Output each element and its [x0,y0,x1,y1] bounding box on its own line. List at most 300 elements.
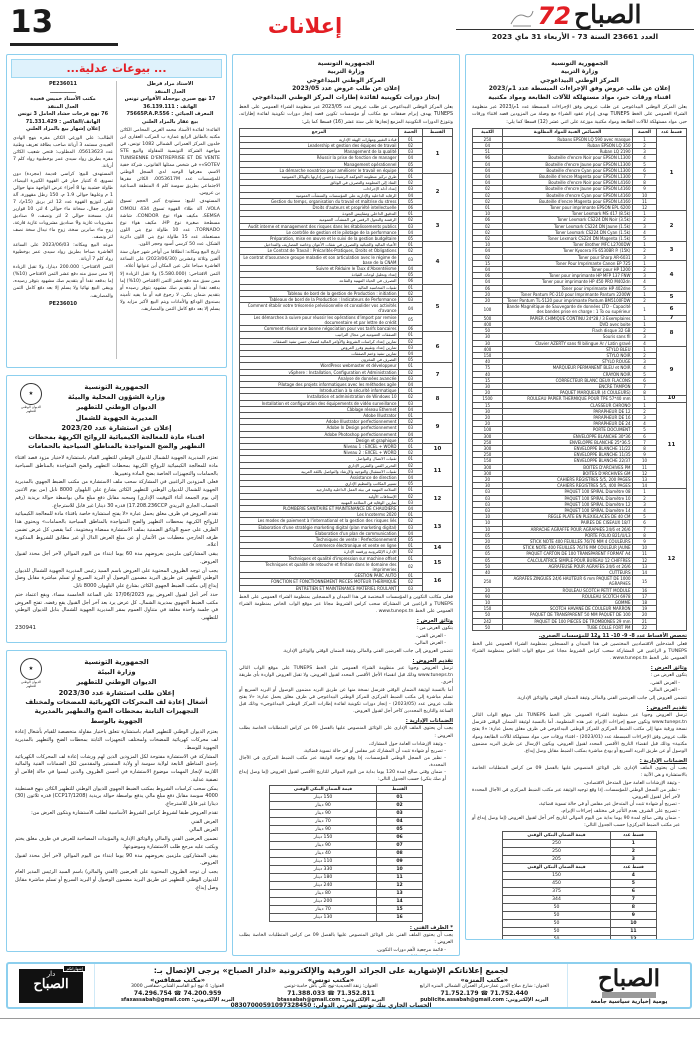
table-row: 14 CAHIERS REGISTRES 5/5, 400 PAGES 30 [473,483,687,489]
text-block: يجب أن يحتوي الملف الإداري على الوثائق المنصوص عليها بالفصل 09 من كراس المتطلبات الخاصة بالاستشارة و هي الآتية : [472,765,687,778]
left-column [6,54,227,956]
text-block [239,954,453,956]
table-row: 02 Le Contrat de Travail : Précarités-Pratiques, Droits et Obligations [240,248,453,254]
table-row: 12 240 دينار [269,881,422,889]
onas-consultation-ad-2023-30 [6,650,227,952]
right-intro: يعلن المركز الوطني البيداغوجي عن طلب عروض وفق الإجراءات المبسطة عدد 1م/2023 عبر منظومة الشراء العمومي على الخط TUNEPS بهدف إبرام عقود الشراء مع وصلة من المزودين قصد اقتناء ورقات حبر، مواد مستهلكة للآلات الطابعة ومواد مكتبية موزعة على اثني عشر (12) قسطا كما يلي: [472,105,688,125]
table-row: 04 Suivre et Réduire le Taux d'Absentéisme [240,266,453,272]
table-row: 7 Bouteille d'encre Magenta pour EPSON L1300 04 [473,174,687,180]
table-row: 10 50 [503,920,657,928]
table-row: 09 110 دينار [269,857,422,865]
text-block: يبقى المشاركون ملزمين بعروضهم مدة 60 يوما ابتداء من اليوم الموالي لآخر أجل محدد لقبول العروض. [15,551,219,565]
table-row: 1 250 [503,840,657,848]
table-row: 02 vSphere : Installation, Configuration et Administration [240,369,453,375]
table-row: 05 Préparation, mise en œuvre et le suivi de la gestion budgétaire [240,236,453,242]
table-row: 11 BOITES D'ARCHIVES PM 300 [473,464,687,470]
onas-emblem-icon: ٭ [20,658,42,680]
table-row: 2 Flash disque 32 GB 50 [473,328,687,334]
table-row: 15 70 دينار [269,905,422,913]
section-heading: تقديم العروض : [412,658,453,665]
column-header: الخصائص الفنية للمواد المطلوبة [503,128,633,136]
table-row: 2 01 طرق تركيز منظومة الحوكمة الرشيدة وحسن إدارتها بالهياكل العمومية [240,174,453,180]
table-row: 13 80 دينار [269,889,422,897]
table-row: 6 375 [503,888,657,896]
text-block: تقدم العروض طبقا لشروط كراس الشروط الأساسية لطلب الاستشارة ويتكون العرض من: [31,809,218,816]
text-block: الفائدة: لفائدة الأستاذ محمد الغربي المحامي الكائن مكتبه بالطابق الرابع عمارة ب المركب العقاري ابن خلدون المركز العمراني الشمالي 1082 تونس، في مواجهة الشركة التونسية للمقاولة والبيع STE TUNISIENNE D'ENTREPRISE ET DE VENTE «SOTEV» في شخص ممثلها القانوني، شركة خفية الاسم، معرفها الوحيد لدى السجل الوطني للمؤسسات عدد 0053617M، الكائن مقرها الاجتماعي بطريق سوسة كلم 4 المنطقة الصناعية بن عروس. [120,128,221,197]
table-row: 04 Adobe Photoshop perfectionnement [240,431,453,437]
text-block: فعلى مكاتب التكوين و المؤسسات المختصة في هذا الميدان و المسجلين بمنظومة الشراء العمومي على الخط TUNEPS و الراغبين في المشاركة سحب كراس الشروط مجانا عبر موقع الواب الخاص بمنظومة الشراء العمومي على الخط www.tuneps.tn . [239,594,453,614]
column-header: القسط [423,128,453,136]
onas-emblem-icon: ٭ [20,383,42,405]
text-line: إعلان طلب استشارة عدد 2023/30 [58,688,175,697]
content-columns [6,54,694,956]
table-row: 6 Bouteille d'encre Cyan pour EPSON L1300 04 [473,167,687,173]
table-row: 2 Ruban EPSON LQ 350 04 [473,143,687,149]
table-row: 14 CUTTEURS 40 [473,570,687,576]
table-row: 05 Management opérationnel [240,161,453,167]
table-row: 11 180 دينار [269,873,422,881]
edition-line: العدد 23661 السنة 73 - الأربعاء 31 ماي 2023 [456,29,694,41]
table-row: 10 STICK NOTE 400 FEUILLES 76/76 MM COULEUR JAUNE 05 [473,545,687,551]
text-block: الثمن الافتتاحي: (5.580.000) ولا تقبل الزيادة إلا ممن سبق منه دفع عشر الثمن الافتتاحي (10%) إما بدفعه نقدا أو بتقديم صك مشهود بتوفر رصيده أو بتقديم ضمان بنكي، لا رجوع فيه أو ما يفيد تأمينه بصندوق الودائع والأمانات ويتم البيع لأكبر مزايد ولا يسلم إلا بعد دفع كامل الثمن والمصاريف. [120,271,221,313]
table-row: 3 01 التدقيق الداخلي ومقاييس الجودة [240,211,453,217]
table-row: 04 70 دينار [269,817,422,825]
table-row: 4 Toner pour imprimante HP 450 PRO M402dn 04 [473,279,687,285]
table-row: 13 CAHIERS REGISTRES 5/5, 200 PAGES 20 [473,476,687,482]
column-header: قيمة الضمان البنكي الوقتي [503,864,611,872]
dar-assabah-ribbon: إشهاراتكم [63,965,86,972]
section-heading: * الظرف الفني : [409,924,453,931]
table-row: 8 ENVELOPPE BLANCHE 11/22 300 [473,445,687,451]
onas-logo: ٭ الديوان الوطني للتطهير [19,383,43,414]
text-block: - العرض المالي، [414,641,446,647]
text-line: أشغال إعادة لف المحركات الكهربائية للمضخات ولمختلف [25,697,208,706]
mid-guarantee-table [239,785,453,922]
text-block: - وثيقة الإرشادات العامة حول المشارك، [368,741,446,747]
right-sections-1 [472,641,687,829]
table-row: 1 01 قيادة التغيير ومهارات الهيئة الإدارية [240,136,453,142]
table-row: 2 1 Toner Lexmark MS 417 (8.5k) 10 [473,211,687,217]
supplies-tender-ad-1m-2023 [465,54,694,940]
table-row: 04 Elaboration d'un plan de communication [240,530,453,536]
table-row: 10 1 ROULEAU PAPIER THERMIQUE POUR TPE 57*40 mm 1500 [473,396,687,402]
page-number: 13 [10,4,118,46]
text-line: إعلان عن طلب عروض وفق الإجراءات المبسطة عدد 1م/2023 [488,85,671,93]
table-row: 05 Design et graphique [240,437,453,443]
table-row: 11 50 [503,928,657,936]
section-heading: الضمانات الإدارية : [405,718,453,725]
table-row: 03 Le contrat d'assurance groupe maladie et son articulation avec le régime de base de la CNAM [240,254,453,265]
guarantee-table [502,831,657,940]
onas1-title-lines [15,433,218,452]
table-row: 04 PLOMBERIE SANITAIRE ET MAINTENANCE DE CHAUDIERE [240,505,453,511]
text-block: تتضمن العروض إلى جانب العرضين الفني والمالي وثيقة الضمان الوقتي والوثائق الإدارية. [282,649,453,655]
table-row: 02 النفاذ إلى المعلومة والتصرف في الوثائق [240,180,453,186]
table-row: 04 Le contrôle de gestion et le pilotage de la performance [240,229,453,235]
table-row: 3 PARAPHEUR DE 16 20 [473,414,687,420]
judicial-sales-title: ... بيوعات عدلية... [11,59,222,78]
table-row: 4 MARQUEUR PERMANENT BLEU et NOIR 75 [473,365,687,371]
table-row: 9 STICK NOTE 400 FEUILLES 76/76 MM 4 COULEURS 20 [473,539,687,545]
onas2-body [15,729,218,892]
text-block: أما بالنسبة لوثيقة الضمان الوقتي فترسل نسخة منها عن طريق البريد مضمون الوصول أو البريد السريع أو تسلم مباشرة إلى مكتب الضبط المركزي للمركز الوطني البيداغوجي في ظرف مغلق يحمل عبارة: «لا يفتح طلب عروض عدد (2023/05) - إنجاز دورات تكوينية لفائدة إطارات المركز الوطني البيداغوجي» وذلك قبل الساعة والتاريخ المحددين كآخر أجل لقبول العروض. [239,688,453,715]
table-row: 06 Comment réussir une bonne négociation pour vos tarifs bancaires [240,326,453,332]
column-header: المرجع [240,128,399,136]
text-block: بيع عقار بالمزاد العلني [141,118,199,125]
table-row: 13 01 Les Incoterms 2020 [240,512,453,518]
table-row: 02 الرقمنة والتحول الرقمي في المنشآت العمومية [240,217,453,223]
right-column [465,54,694,956]
column-header: الحصة [399,128,423,136]
table-row: 7 ARRACHE AGRAFFE POUR AGRAPHES 24/6 et 26/6 10 [473,526,687,532]
newspaper-logo: الصباح [573,0,642,29]
section-title: إعلانات [267,14,343,38]
table-row: 5 CRAYON NOIR 40 [473,371,687,377]
table-row: 05 Techniques de vente : Perfectionnement [240,537,453,543]
text-block: فعلى المتدخلين الاقتصاديين المختصين في هذا الميدان و المسجلين بمنظومة الشراء العمومي على الخط TUNEPS و الراغبين في المشاركة سحب كراس الشروط مجانا عبر موقع الواب الخاص بمنظومة الشراء العمومي على الخط www.tuneps.tn . [472,642,687,662]
text-block: المستهدف للبيع: مستودع كبير الحجم تسوق VOLA، آلة طلاء القهوة تسوق CIMOLI 434 SEMSA، مكيف هواء نوع CONDOR، شاشة مسطحة صغيرة نوع HP، مكيف هواء نوع TORNADO، عدد 10 طاولة نوع بني اللون مستعملة، عدد 15 طاولة نوع بني اللون دائرية الشكل، عدد 50 كرسي أسود وحجر اللون. [120,199,221,247]
mid-sections-2 [239,925,453,956]
column-header: قسط عدد [610,832,656,840]
table-row: 2 STYLO NOIR 150 [473,352,687,358]
table-row: 06 La démarche novatrice pour améliorer le travail en équipe [240,167,453,173]
office-sfax: «مكتب صفاقس» العنوان: 4 نهج ابو القاسم الشابي-صفاقس 3000 74.296.754 ☎ 74.200.959 البريد الإلكتروني: sfaxassabah@gmail.com [101,976,254,1003]
table-row: 4 PARAPHEUR DE 24 20 [473,421,687,427]
table-row: 6 01 الصفقات العمومية في مجال التراتيب [240,332,453,338]
table-row: 4 150 [503,872,657,880]
table-row: 03 ENTRETIEN ET MAINTENANCE MATERIEL ROULANT [240,585,453,591]
text-block: يتكون العرض من : [416,625,453,631]
table-row: 3 PAQUET 100 SPIRAL Diamètre 12 03 [473,501,687,507]
text-block: الأستاذ مراد قرطل [146,81,194,87]
column-header: قسط عدد [657,128,687,136]
text-block: يجب أن توجه الظروف المحتوية على العرضين (الفني والمالي) باسم السيد الرئيس المدير العام للديوان الوطني للتطهير عن طريق البريد مضمون الوصول أو البريد السريع أو تسلم مباشرة مقابل وصل إيداع. [15,869,218,891]
office-email: البريد الإلكتروني: sfaxassabah@gmail.com [120,996,235,1003]
office-phones: 74.296.754 ☎ 74.200.959 [133,989,222,997]
table-row: 02 Leadership et gestion des équipes de travail [240,143,453,149]
table-row: 10 Bouteille d'encre Cyan pour EPSON L4160 02 [473,192,687,198]
table-row: 03 90 دينار [269,809,422,817]
onas-logo: ٭ الديوان الوطني للتطهير [19,658,43,689]
training-lots-table [239,128,453,592]
text-block: يمكن سحب كراسات الشروط بمكتب الضبط الجهوي للديوان الوطني للتطهير الكائن بنهج قسنطينة 4000 سوسة مقابل دفع مبلغ مالي يدفع بواسطة حوالة بريدية (CCP17/1208) قدره ثلاثون (30) دينارا غير قابل للاسترجاع. [15,785,218,808]
table-row: 2 Toner Lexmark CS224 DN Noir (3.5k) 06 [473,217,687,223]
table-row: 4 PAQUET 100 SPIRAL Diamètre 14 03 [473,507,687,513]
text-block: - نظير من السجل الوطني للمؤسسات، إذا وقع توجيه الوثيقة عبر مكتب الضبط المركزي في الآجال المحددة، [239,755,446,768]
text-line: الجهوية بالوسط [90,716,143,725]
section-heading: الضمانات الإدارية : [639,757,687,764]
table-row: 14 200 دينار [269,897,422,905]
table-row: 21 PAQUET DE 100 PIECES DE TROMBONES 29 mm 242 [473,618,687,624]
table-row: 3 Ruban LQ 2190 51 [473,149,687,155]
column-header: قسط عدد [610,864,656,872]
table-row: 03 إعداد أدلة الإجراءات [240,186,453,192]
text-line: التطهير والضخ المتواجدة بالمناطق السياحية بالحمامات [28,442,205,451]
table-row: 05 Gestion du temps, organisation du travail et maîtrise du stress [240,198,453,204]
text-block: - ضمان وقتي صالح لمدة 90 يوما بداية من اليوم الموالي لتاريخ آخر أجل لقبول العروض (إما وصل إيداع أو عبر مكتب الضبط المركزي) حسب الجدول التالي: [472,815,680,829]
table-row: 05 تسيير المكاتب والتنظيم الإداري [240,481,453,487]
masthead [456,2,694,41]
table-row: 3 Toner Lexmark CS224 DN Jaune (1.5k) 02 [473,223,687,229]
table-row: 4 01 الأعباء المالية والجبائية والتصرف في نفقات الأعوان وخاصة المصاريف والمداخيل [240,242,453,248]
table-row: 02 FONCTION ET FONCTIONNEMENT PIECES MOTEUR THERMIQUE [240,579,453,585]
table-row: 05 التصرف في المخزون [240,357,453,363]
table-row: 2 Toner pour HP 1200 04 [473,267,687,273]
table-row: 5 1 Toner Pantum PC-210 pour Imprimante Pantum 2200W 20 [473,291,687,297]
table-row: 12 BOITES D'ARCHIVES GM 300 [473,470,687,476]
text-block: ـــــــــــــــ [50,88,76,95]
text-block: العرض المالي [189,827,218,834]
table-row: 05 Les démarches à suivre pour réussir les opérations d'import par remise documentaire et par lettre de crédit [240,314,453,325]
table-row: 9 50 [503,912,657,920]
table-row: 02 الإسعافات الأولية [240,493,453,499]
table-row: 04 تمارين تنفيذ وختم الصفقات [240,350,453,356]
onas1-org-lines [15,382,218,433]
judicial-sales-body [7,81,226,359]
onas2-title-lines [15,698,218,727]
supplies-lots-table [472,128,687,631]
text-block: - قائمة مرجعية لأهم دورات التكوين، [376,947,446,953]
onas1-body [15,455,218,623]
masthead-sketch-icon [509,8,535,28]
table-row: 7 344 [503,896,657,904]
text-line: الجمهورية التونسية [317,60,375,67]
table-row: 08 40 دينار [269,849,422,857]
table-row: 03 تقنيات الاستقبال والتوجيه والإرشاد والتواصل باللغة العربية [240,468,453,474]
right-guarantee-table [472,831,687,940]
text-block: المستهدف للبيع: كراسي قديمة (مجردة) دون تسويغ، 4 كنتيار حبار في القهوة الكبيرة البيضاء، طاولة خشبية بها 8 أجزاء عرض الواجهة منها حوالي 1 م وعلوها حوالي 1.9 م، 150 رطل مقهورة، آلة تلفي لتوزيع القهوة عدد 12 لتر بريق (15م)، 7 قوارير جفال، سخانة ماء حوالي 4 لتر، 10 قوارير غاز، مسخنة حوالي 2 لتر ونصف، 9 صناديق مشروبات غازية و9 صناديق مشروبات غازية فارغة، زوج ماء صابرين سخة، زوج ماء نيدال سخة نصف لتر ونصف. [13,171,114,241]
table-row: 3 1 Toner Brother MFC L2700DW 10 [473,242,687,248]
table-row: 06 150 دينار [269,833,422,841]
table-row: 02 تمارين إعداد كراسات الشروط والأوامر المالية لضمان حسن تنفيذ الصفقات [240,338,453,344]
text-line: الجمهورية التونسية [551,60,608,67]
column-header: قيمة الضمان البنكي الوقتي [269,785,376,793]
table-row: 01 150 دينار [269,793,422,801]
right-title-lines [472,94,687,103]
table-row: 3 Souris sans fil 30 [473,334,687,340]
text-block: - ضمان وقتي صالح لمدة 120 يوما بداية من اليوم الموالي للتاريخ الأقصى لقبول العروض (إما وصل إيداع أو صك بنكي) حسب الجدول التالي: [239,769,446,782]
table-row: 16 ROULEAU SCOTCH PETIT MODULE 20 [473,587,687,593]
table-row: 10 01 Niveau 1 : EXCEL + WORD [240,443,453,449]
text-block: المشاركة في الاستشارة مفتوحة لكل المزودين الذين لهم ورشات إعادة لف المحركات الكهربائية بإحدى المناطق التابعة لولاية سوسة أو ولاية المنستير والمقدمين لكل الضمانات الفنية والمالية اللازمة لإنجاز المهمات موضوع الاستشارة في أحسن الظروف والذين ليسوا في حالة إفلاس أو تصفية عدلية. [15,753,218,783]
table-row: 03 Analyse de données avancée [240,375,453,381]
page-header [0,0,700,52]
table-row: 8 50 [503,904,657,912]
table-row: 04 Câblage réseau Ethernet [240,406,453,412]
table-row: 19 SCOTCH HAVANE DE COULEUR MARRON 150 [473,606,687,612]
onas-consultation-ad-2023-20 [6,375,227,643]
section-heading: وثائق العرض : [416,617,453,624]
table-row: 5 PORTE DOCUMENT 100 [473,427,687,433]
text-block: المعرف الجبائي : 75665P.A.P.556 [126,111,214,117]
bank-account-line: الحساب الجاري بنك تونس العربي الدولي: 08307000591097328450 [230,1002,432,1009]
office-manzah: «مكتب المنزه» العنوان: شارع صلاح الدين عمار-مركز العمران الشمالي المنزه الرابع 71.752.179 ☎ 71.752.440 البريد الإلكتروني: publicite.assabah@gmail.com [408,976,561,1003]
onas2-org-lines [15,657,218,698]
text-line: التجهيزات الثابتة بمحطات الضخ والتطهير بالمديرية [34,707,199,716]
table-row: 10 ENVELOPPE BLANCHE 22/37 150 [473,458,687,464]
dar-assabah-logo: إشهاراتكم دار الصباح [8,964,95,1007]
text-line: المركز الوطني البيداغوجي [306,76,386,84]
text-block: يعتزم الديوان الوطني للتطهير القيام باستشارة تتعلق باختيار مقاولة متخصصة للقيام بأشغال إعادة لف محركات كهربائية للمضخات ولمختلف التجهيزات الثابتة بمحطات الضخ والتطهير بالمديرية الجهوية للوسط. [15,729,218,751]
table-row: 03 تمارين إعداد وتقييم وفرز العروض [240,344,453,350]
onas1-ref-number: 230941 [15,624,36,631]
text-block: مكتب الأستاذ خميس قعيدة [30,96,96,102]
text-block: PE236010 [49,300,77,307]
table-row: 18 GOMME 10 [473,600,687,606]
text-block: العدل المنفذ [154,88,186,95]
text-block: - تصريح أو شهادة تثبت أن المشارك غير مفلس أو في حالة تسوية قضائية، [303,748,446,754]
text-line: إنجاز دورات تكوينية لفائدة إطارات المركز الوطني البيداغوجي [252,93,440,101]
text-line: الجمهورية التونسية [84,383,149,391]
table-row: 9 ENVELOPPE BLANCHE 11/35 250 [473,452,687,458]
table-row: 11 01 تقنيات الاتصال والتواصل [240,456,453,462]
table-row: 17 ROULEAU SCOTCH 6978 90 [473,593,687,599]
text-block: الثمن الافتتاحي: 200.000 دينارا، ولا تقبل الزيادة إلا ممن سبق منه دفع عشر الثمن الافتتاحي (10%) إما بدفعه نقدا أو بتقديم صك مشهود بتوفر رصيده، ويبقى البيع نهائيا ولا يسلم إلا بعد دفع كامل الثمن والمصاريف. [13,265,114,299]
table-row: 22 TUBE COLLE FORT PM 50 [473,624,687,630]
assabah-tagline: يومية إخبارية سياسية جامعة [590,998,668,1005]
text-block: - وثيقة الإرشادات العامة حول المتدخل الاقتصادي، [583,780,680,786]
text-line: وزارة الشؤون المحلية والبيئة [67,393,166,402]
text-line: إعلان عن طلب عروض عدد 2023/05 [292,85,400,93]
mid-intro: يعلن المركز الوطني البيداغوجي عن طلب عروض عدد 2023/05 عبر منظومة الشراء العمومي على الخط TUNEPS يهدف إبرام صفقات مع مكاتب أو مؤسسات تكوين قصد إنجاز دورات تكوينية لفائدة إطاراته، وتتوزع الدورات التكوينية المزمع إنجازها على ستة عشر (16) قسطا كما يلي: [239,105,453,125]
text-block: - العرض المالي، [648,688,680,694]
column-header: القسط [377,785,423,793]
table-row: 2 PARAPHEUR DE 12 30 [473,408,687,414]
table-row: 03 Elaboration d'une stratégie marketing digital (plan marketing digital) [240,524,453,530]
text-block: العرض الفني [191,818,218,825]
table-row: 9 01 Adobe Illustrator [240,412,453,418]
training-tender-ad-2023-05 [232,54,460,956]
table-row: 12 Toner pour imprimante EPSON EPL 6200 01 [473,205,687,211]
table-row: 8 PORTE FOLIO B21/U/L3 05 [473,532,687,538]
table-row: 5 450 [503,880,657,888]
table-row: 6 PAIRES DE CISEAUX 18/7 10 [473,520,687,526]
table-row: 7 1 PAPIER CHIMIQUE CONTINU 24*28 / 3 Exemplaires 500 [473,315,687,321]
text-block: - تصريح على الشرف بعدم التأثير في مختلف إجراءات الإبرام، [561,808,680,814]
text-block: تعتزم المديرية الجهوية للشمال للديوان الوطني للتطهير القيام باستشارة لاختيار مزود قصد اقتناء مادة للمعالجة الكيميائية للروائح الكريهة بمحطات التطهير والضخ المتواجدة بالمناطق السياحية بالحمامات والتجهيزات الخاصة بضخ المادة وتغييرها. [15,455,218,477]
text-block: يبقى المشاركون ملزمين بعروضهم مدة 90 يوما ابتداء من اليوم الموالي لآخر أجل محدد لقبول العروض. [15,852,219,867]
mid-org-lines [239,60,453,94]
table-row: 02 Niveau 2 : EXCEL + WORD [240,450,453,456]
text-block: تاريخ البيع ومكانه: انطلاقا من أواخر شهر جوان سنة ألفين وثلاثة وعشرين (2023/06/30) على الساعة العاشرة صباحا على عين المكان أين عنوانها أعلاه. [120,249,220,269]
text-block: إعلان إشهار بيع بالمزاد العلني [25,126,101,132]
table-row: 1 1 Rubans EPSON LQ 590 avec masque 250 [473,136,687,142]
text-block: - نظير من السجل الوطني للمؤسسات، إذا وقع توجيه الوثيقة عبر مكتب الضبط المركزي في الآجال المحددة لآخر أجل لقبول العروض، [472,787,680,800]
text-line: الديوان الوطني للتطهير [76,678,157,687]
office-email: البريد الإلكتروني: btassabah@gmail.com [277,996,385,1003]
table-row: 8 PAQUET MARQUEUR (4 COULEURS) 20 [473,390,687,396]
table-row: 03 Installation et configuration des équipements de vidéo surveillance [240,400,453,406]
assabah-logo: الصباح يومية إخبارية سياسية جامعة [567,964,690,1007]
table-row: 13 AGRAFEUSE POUR AGRAFES 24/6 et 26/6 50 [473,563,687,569]
table-row: 9 1 STYLO BLEU 400 [473,346,687,352]
table-row: 8 01 Introduction à la sécurité informatique [240,388,453,394]
text-block: العدل المنفذ [47,103,79,110]
table-row: 3 205 [503,856,657,864]
table-row: 03 تمارين الوقاية في السلامة المهنية [240,499,453,505]
office-tunis: «مكتب تونس» العنوان: زنقة الحديدية-نهج علي باش حامبة-تونس 71.388.033 ☎ 71.352.811 البريد الإلكتروني: btassabah@gmail.com [254,976,407,1003]
text-block: - العرض الفني، [650,681,680,687]
anniversary-72-badge: 72 [537,2,571,30]
text-line: اقتناء مادة للمعالجة الكيميائية للروائح الكريهة بمحطات [28,432,205,441]
table-row: 5 REGLE PLATE EN PLEXIGLACES DE 40 CM 10 [473,514,687,520]
right-org-lines [472,60,687,94]
table-row: 2 250 [503,848,657,856]
table-row: 12 CALCULATRICE SIMPLE POUR BUREAU 12 CHIFFRES 05 [473,557,687,563]
text-block: موعد البيع ومكانه: 2023/06/03 على الساعة العاشرة صباحا بطريق رواد سيدي عمر بوخطيوة رواد كلم 7 أريانة. [13,243,113,263]
text-block: يجب أن توجه الظروف المحتوية على العروض باسم السيد رئيس المديرية الجهوية للشمال للديوان الوطني للتطهير عن طريق البريد مضمون الوصول أو البريد السريع أو تسلم مباشرة مقابل وصل إيداع إلى مكتب الضبط الجهوي الكائن بشارع علي البلهوان 8000 نابل. [15,567,218,590]
text-line: وزارة التربية [560,68,599,76]
text-block: يجب أن يحتوي الملف الفني على الوثائق المنصوص عليها بالفصل 09 من كراس المتطلبات الخاصة بطلب العروض : [239,932,453,945]
table-row: 04 Assistance de direction [240,474,453,480]
table-row: 11 PAQUET CARTON DE 100 TRANSPARENT FORMAT A4 05 [473,551,687,557]
table-row: 15 AGRAFES ZINGUES 24/6 HAUTEUR 6 mm PAQUET DE 1000 AGRAPHES 250 [473,576,687,587]
table-row: 9 Bouteille d'encre Jaune pour EPSON L4160 02 [473,186,687,192]
text-block: تقدم العروض في ظرف مغلق يحمل عبارة «لا يفتح استشارة خاصة باقتناء مادة للمعالجة الكيميائية للروائح الكريهة بمحطات التطهير والضخ المتواجدة بالمناطق السياحية بالحمامات» ويحتوي هذا الظرف على جميع الوثائق الضمنية بملف الاستشارة ممضاة ومختومة. كما يقصى كل عرض تضمن ظرفه الخارجي معطيات من الأثمان أو عن مبلغ العرض الدال أو غير مطابق للشروط المذكورة أعلاه. [15,511,218,549]
guarantee-table [269,785,423,922]
table-row: 20 PAQUET DE TRANSPARENT 50 MM PAQUET DE 100 50 [473,612,687,618]
table-row: 02 التحرير الفني والتقرير الإداري [240,462,453,468]
table-row: 14 01 Commerce électronique et vente en ligne [240,543,453,549]
footer-offices [101,976,561,1003]
table-row: 11 Bouteille d'encre Magenta pour EPSON L4160 02 [473,198,687,204]
text-line: المديرية الجهوية للشمال [75,413,158,422]
lots-table [239,128,453,592]
table-row: 06 Droits d'auteurs et propriété intellectuelle [240,205,453,211]
text-line: المركز الوطني البيداغوجي [540,76,619,84]
table-row: 04 Comment établir votre trésorerie prévisionnelle et consolider vos activités d'avance [240,303,453,314]
contact-footer [6,962,692,1009]
text-block: - تصريح أو شهادة تثبت أن المتدخل غير مفلس أو في حالة تسوية قضائية، [538,801,680,807]
text-line: الجمهورية التونسية [84,658,149,666]
text-block: ترسل العروض وجوبا عبر منظومة الشراء العمومي على الخط TUNEPS على موقع الواب التالي www.tuneps.tn وتكون جميع إجراءات الإبرام عبر هذه المنظومة. أما بالنسبة لوثيقة الضمان الوقتي فترسل نسخة ورقية منها إلى مكتب الضبط المركزي للمركز الوطني البيداغوجي في ظرف مغلق يحمل عبارة: «لا يفتح طلب عروض وفق الإجراءات المبسطة عدد (2023/01) - اقتناء ورقات حبر، مواد مستهلكة للآلات الطابعة ومواد مكتبية» وذلك قبل انقضاء التاريخ الأقصى المحدد لقبول العروض، ويكون الإرسال عن طريق البريد مضمون الوصول أو عن طريق البريد السريع أو يودع مباشرة بمكتب الضبط مقابل وصل إيداع. [472,713,687,754]
text-block: تضمين العرضين الفني والمالي والوثائق الإدارية والمؤيدات المصاحبة للعرض في ظرف مغلق يختم ويكتب عليه مرجع طلب الاستشارة وموضوعها. [15,836,218,850]
mid-title-lines [239,94,453,103]
bottom-rule [0,1018,700,1019]
table-row: 5 Toner pour imprimante HP 402dne 06 [473,285,687,291]
column-header: الكمية [473,128,503,136]
table-row: 5 01 تقنيات المحاسبة المالية [240,284,453,290]
table-row: 05 90 دينار [269,825,422,833]
text-line: اقتناء ورقات حبر، مواد مستهلكة للآلات الطابعة ومواد مكتبية [488,93,671,101]
table-row: 4 Bouteille d'encre Noir pour EPSON L1300 96 [473,155,687,161]
table-row: 2 PAQUET 100 SPIRAL Diamètre 10 03 [473,495,687,501]
text-block: 76 نهج فرحات حشاد الحامل 3 تونس [17,111,109,117]
table-row: 2 Toner Kyocera FS 6530BR P. (15K) 04 [473,248,687,254]
table-row: 05 إعداد وتحليل لوحات القيادة [240,272,453,278]
text-block: تتضمن العروض إلى جانب العرضين الفني والمالي وثيقة الضمان الوقتي والوثائق الإدارية. [516,696,687,702]
table-row: 04 الرقابة الداخلية والإدارية على المؤسسات والمنشآت العمومية [240,192,453,198]
lots-table [472,128,687,631]
table-row: 11 1 CLASSEUR CHRONO 15 [473,402,687,408]
table-row: 04 Pilotage des projets informatiques avec les méthodes agile [240,381,453,387]
text-line: وزارة البيئة [97,668,136,677]
section-heading: تقديم العروض : [646,705,687,712]
building-graphic [602,992,656,998]
table-row: 8 Bouteille d'encre Noir pour EPSON L4160 04 [473,180,687,186]
table-row: 5 Toner Lexmark CS224 DN Magenta (1.5k) 02 [473,236,687,242]
table-row: 02 الإدارة الإلكترونية ورقمنة الإدارة [240,549,453,555]
text-block: حدد آخر أجل لقبول العروض يوم 17/06/2023 على الساعة الخامسة مساء. ويقع اعتماد ختم مكتب الضبط الجهوي بمديرية الشمال. كل عرض يرد بعد آخر أجل القبول يقع رفضه. تفتح العروض في جلسة واحدة مغلقة في متناول العموم بمقر المديرية الجهوية للشمال بنابل للديوان الوطني للتطهير. [15,591,218,622]
table-row: 07 90 دينار [269,841,422,849]
table-row: 16 01 GESTION PARC AUTO [240,573,453,579]
table-row: 5 Bouteille d'encre Jaune pour EPSON L1300 04 [473,161,687,167]
footer-title: لجميع إعلاناتكم الإشهارية على الجرائد الورقية والإلكترونية «لدار الصباح» يرجى الإتصال بـ: [153,966,509,975]
table-row: 7 ENVELOPPE BLANCHE 25*36.5 250 [473,439,687,445]
table-row: 6 CORRECTEUR BLANC DEUX FLACONS 15 [473,377,687,383]
text-block: الهاتف : 36.139.111 [143,103,197,110]
text-block: PE236011 [49,81,77,87]
